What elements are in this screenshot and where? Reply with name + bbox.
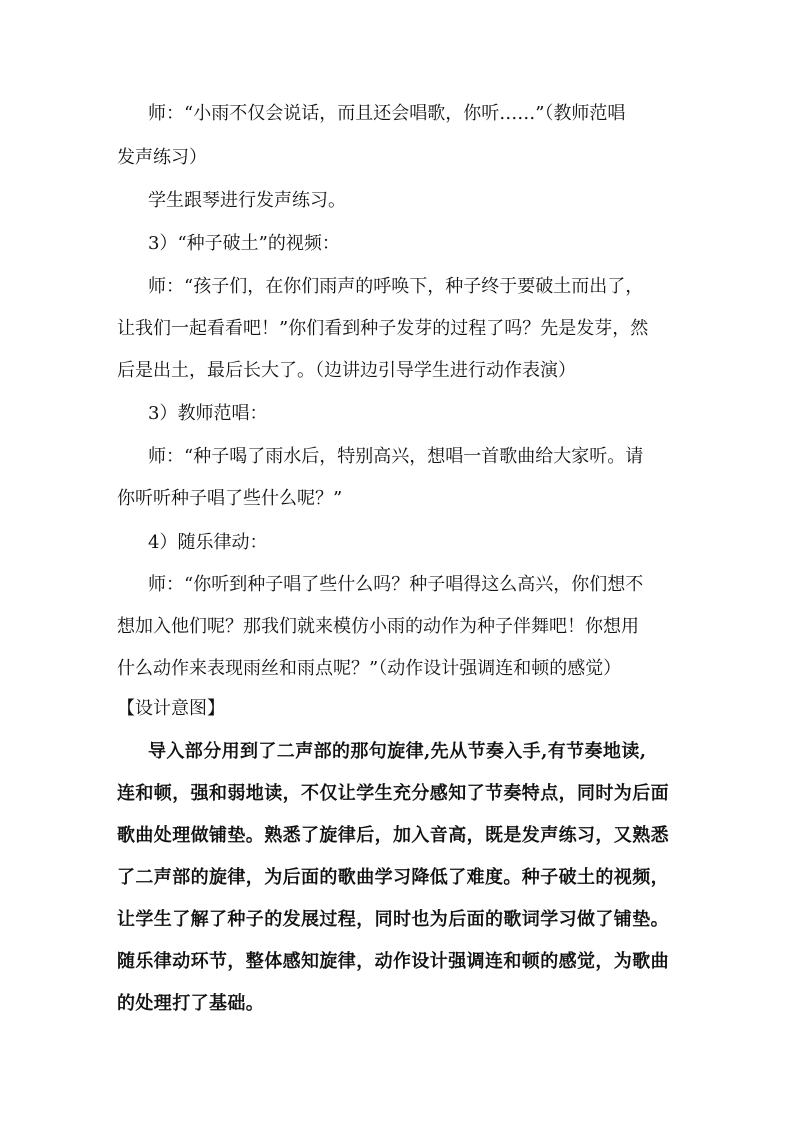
paragraph-line: 发声练习）	[117, 147, 207, 168]
paragraph-line: 3）“种子破土”的视频：	[148, 233, 340, 254]
paragraph-line: 师：“种子喝了雨水后，特别高兴，想唱一首歌曲给大家听。请	[148, 446, 644, 467]
paragraph-line: 什么动作来表现雨丝和雨点呢？”（动作设计强调连和顿的感觉）	[117, 658, 622, 679]
intent-line: 了二声部的旋律，为后面的歌曲学习降低了难度。种子破土的视频，	[117, 867, 669, 888]
paragraph-line: 3）教师范唱：	[148, 403, 268, 424]
paragraph-line: 师：“孩子们，在你们雨声的呼唤下，种子终于要破土而出了，	[148, 276, 644, 297]
paragraph-line: 师：“小雨不仅会说话，而且还会唱歌，你听……”（教师范唱	[148, 103, 626, 124]
intent-line: 导入部分用到了二声部的那句旋律,先从节奏入手,有节奏地读,	[148, 741, 647, 762]
section-heading: 【设计意图】	[117, 698, 225, 719]
intent-line: 的处理打了基础。	[117, 993, 265, 1014]
paragraph-line: 学生跟琴进行发声练习。	[148, 190, 346, 211]
intent-line: 随乐律动环节，整体感知旋律，动作设计强调连和顿的感觉，为歌曲	[117, 951, 669, 972]
paragraph-line: 后是出土，最后长大了。（边讲边引导学生进行动作表演）	[117, 360, 576, 381]
paragraph-line: 4）随乐律动：	[148, 532, 268, 553]
paragraph-line: 你听听种子唱了些什么呢？”	[117, 488, 343, 509]
paragraph-line: 想加入他们呢？那我们就来模仿小雨的动作为种子伴舞吧！你想用	[117, 616, 639, 637]
paragraph-line: 让我们一起看看吧！”你们看到种子发芽的过程了吗？先是发芽，然	[117, 318, 649, 339]
intent-line: 连和顿，强和弱地读，不仅让学生充分感知了节奏特点，同时为后面	[117, 783, 669, 804]
intent-line: 让学生了解了种子的发展过程，同时也为后面的歌词学习做了铺垫。	[117, 909, 669, 930]
intent-line: 歌曲处理做铺垫。熟悉了旋律后，加入音高，既是发声练习，又熟悉	[117, 825, 669, 846]
paragraph-line: 师：“你听到种子唱了些什么吗？种子唱得这么高兴，你们想不	[148, 574, 644, 595]
